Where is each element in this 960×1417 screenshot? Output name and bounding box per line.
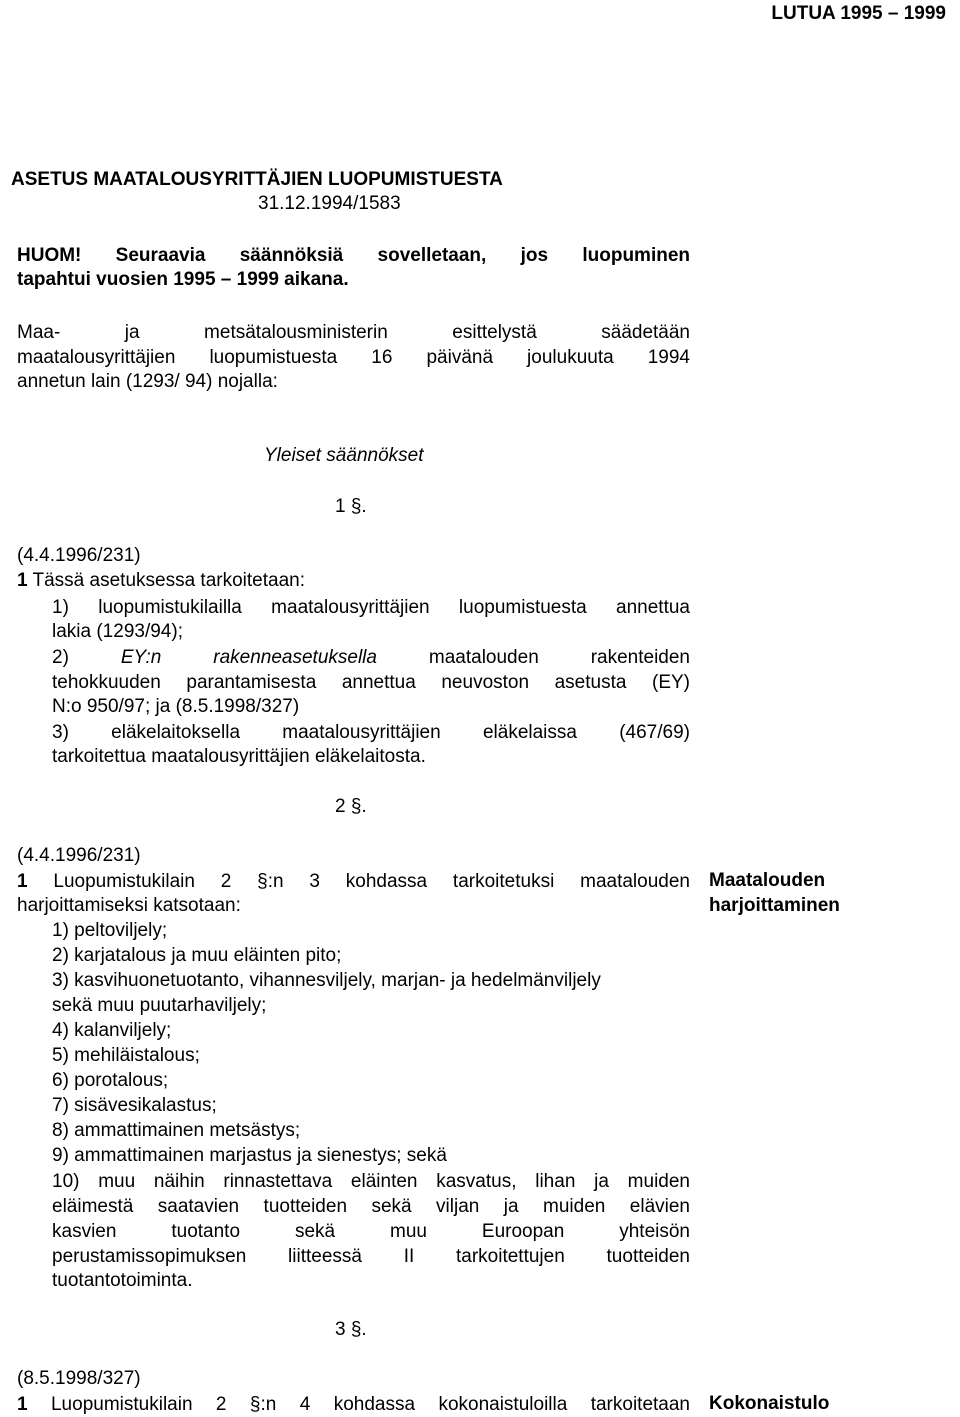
- section-2-intro-line-2: harjoittamiseksi katsotaan:: [17, 895, 241, 916]
- section-2-item-10-line-2: eläimestä saatavien tuotteiden sekä viljan ja muiden elävien: [52, 1196, 690, 1217]
- section-3-intro-line-1: 1 Luopumistukilain 2 §:n 4 kohdassa kokonaistuloilla tarkoitetaan: [17, 1394, 690, 1415]
- section-2-item-10-line-5: tuotantotoiminta.: [52, 1270, 193, 1291]
- section-1-item-2-line-2: tehokkuuden parantamisesta annettua neuvoston asetusta (EY): [52, 672, 690, 693]
- document-title: ASETUS MAATALOUSYRITTÄJIEN LUOPUMISTUESTA: [11, 169, 503, 190]
- section-2-item: 4) kalanviljely;: [52, 1020, 172, 1041]
- statute-reference: 31.12.1994/1583: [258, 193, 401, 214]
- section-2-intro-line-1: 1 Luopumistukilain 2 §:n 3 kohdassa tarkoitetuksi maatalouden: [17, 871, 690, 892]
- notice-line-1: HUOM! Seuraavia säännöksiä sovelletaan, jos luopuminen: [17, 245, 690, 266]
- preamble-line-2: maatalousyrittäjien luopumistuesta 16 päivänä joulukuuta 1994: [17, 347, 690, 368]
- notice-line-2: tapahtui vuosien 1995 – 1999 aikana.: [17, 269, 349, 290]
- moment-number: 1: [17, 1394, 28, 1415]
- section-2-item-10-line-4: perustamissopimuksen liitteessä II tarkoitettujen tuotteiden: [52, 1246, 690, 1267]
- preamble-line-3: annetun lain (1293/ 94) nojalla:: [17, 371, 278, 392]
- margin-note-1: Maatalouden: [709, 870, 826, 891]
- section-1-number: 1 §.: [335, 496, 367, 517]
- section-2-item: 5) mehiläistalous;: [52, 1045, 200, 1066]
- section-2-item: 6) porotalous;: [52, 1070, 169, 1091]
- margin-note-3: Kokonaistulo: [709, 1393, 830, 1414]
- section-1-item-2-line-1: 2) EY:n rakenneasetuksella maatalouden rakenteiden: [52, 647, 690, 668]
- section-2-item: 8) ammattimainen metsästys;: [52, 1120, 301, 1141]
- section-2-item: 7) sisävesikalastus;: [52, 1095, 217, 1116]
- section-3-amendment: (8.5.1998/327): [17, 1368, 141, 1389]
- section-1-item-3-line-2: tarkoitettua maatalousyrittäjien eläkelaitosta.: [52, 746, 426, 767]
- section-3-number: 3 §.: [335, 1319, 367, 1340]
- defined-term: EY:n rakenneasetuksella: [120, 647, 377, 668]
- section-1-amendment: (4.4.1996/231): [17, 545, 141, 566]
- section-1-item-1-line-2: lakia (1293/94);: [52, 621, 183, 642]
- section-2-item-10-line-3: kasvien tuotanto sekä muu Euroopan yhteisön: [52, 1221, 690, 1242]
- moment-number: 1: [17, 570, 28, 591]
- moment-number: 1: [17, 871, 28, 892]
- section-1-item-1-line-1: 1) luopumistukilailla maatalousyrittäjien luopumistuesta annettua: [52, 597, 690, 618]
- section-1-item-2-line-3: N:o 950/97; ja (8.5.1998/327): [52, 696, 300, 717]
- section-2-item: 1) peltoviljely;: [52, 920, 168, 941]
- section-heading: Yleiset säännökset: [264, 445, 424, 466]
- section-2-item: 2) karjatalous ja muu eläinten pito;: [52, 945, 342, 966]
- running-header: LUTUA 1995 – 1999: [771, 3, 946, 24]
- section-2-number: 2 §.: [335, 796, 367, 817]
- margin-note-2: harjoittaminen: [709, 895, 840, 916]
- section-2-item: 3) kasvihuonetuotanto, vihannesviljely, marjan- ja hedelmänviljely: [52, 970, 601, 991]
- section-2-item-10-line-1: 10) muu näihin rinnastettava eläinten kasvatus, lihan ja muiden: [52, 1171, 690, 1192]
- section-2-item: sekä muu puutarhaviljely;: [52, 995, 267, 1016]
- section-1-intro: 1 Tässä asetuksessa tarkoitetaan:: [17, 570, 305, 591]
- preamble-line-1: Maa- ja metsätalousministerin esittelystä säädetään: [17, 322, 690, 343]
- section-1-item-3-line-1: 3) eläkelaitoksella maatalousyrittäjien eläkelaissa (467/69): [52, 722, 690, 743]
- section-2-amendment: (4.4.1996/231): [17, 845, 141, 866]
- section-2-item: 9) ammattimainen marjastus ja sienestys; sekä: [52, 1145, 447, 1166]
